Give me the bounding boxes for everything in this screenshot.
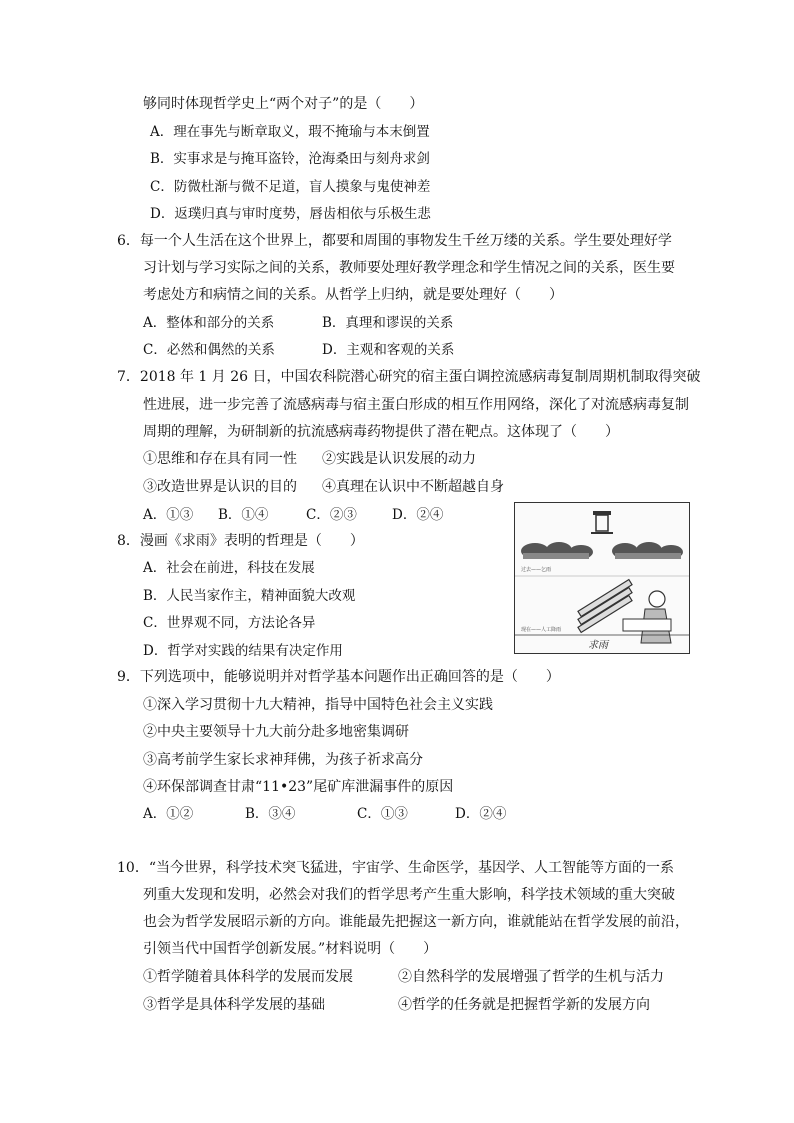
q10-statement-2: ②自然科学的发展增强了哲学的生机与活力 xyxy=(398,969,664,985)
cartoon-drawing xyxy=(515,503,689,653)
q9-statement-1: ①深入学习贯彻十九大精神，指导中国特色社会主义实践 xyxy=(143,697,493,713)
q10-statement-1: ①哲学随着具体科学的发展而发展 xyxy=(143,969,353,985)
q6-option-d: D．主观和客观的关系 xyxy=(322,342,455,358)
q9-option-d: D．②④ xyxy=(455,806,507,822)
q10-line-3: 也会为哲学发展昭示新的方向。谁能最先把握这一新方向，谁就能站在哲学发展的前沿， xyxy=(143,914,689,930)
q9-statement-2: ②中央主要领导十九大前分赴多地密集调研 xyxy=(143,724,409,740)
q7-option-b: B．①④ xyxy=(218,507,269,523)
q10-statement-3: ③哲学是具体科学发展的基础 xyxy=(143,997,325,1013)
q8-option-b: B．人民当家作主，精神面貌大改观 xyxy=(143,588,356,604)
q7-line-1: 7．2018 年 1 月 26 日，中国农科院潜心研究的宿主蛋白调控流感病毒复制周期机制取得突破 xyxy=(117,369,701,385)
q9-stem: 9．下列选项中，能够说明并对哲学基本问题作出正确回答的是（ ） xyxy=(117,669,560,685)
q5-option-a: A．理在事先与断章取义，瑕不掩瑜与本末倒置 xyxy=(150,124,430,140)
q8-stem: 8．漫画《求雨》表明的哲理是（ ） xyxy=(117,533,364,549)
q6-option-b: B．真理和谬误的关系 xyxy=(322,315,454,331)
q10-line-1: 10．“当今世界，科学技术突飞猛进，宇宙学、生命医学，基因学、人工智能等方面的一系 xyxy=(117,860,674,876)
q7-line-3: 周期的理解，为研制新的抗流感病毒药物提供了潜在靶点。这体现了（ ） xyxy=(143,424,619,440)
q5-stem-cont: 够同时体现哲学史上“两个对子”的是（ ） xyxy=(143,96,424,112)
q7-option-d: D．②④ xyxy=(392,507,444,523)
q7-statement-3: ③改造世界是认识的目的 xyxy=(143,479,297,495)
q5-option-c: C．防微杜渐与微不足道，盲人摸象与鬼使神差 xyxy=(150,179,431,195)
q9-statement-3: ③高考前学生家长求神拜佛，为孩子祈求高分 xyxy=(143,752,423,768)
q5-option-d: D．返璞归真与审时度势，唇齿相依与乐极生悲 xyxy=(150,206,431,222)
q8-option-c: C．世界观不同，方法论各异 xyxy=(143,615,316,631)
rain-prayer-cartoon xyxy=(514,502,690,654)
q9-option-b: B．③④ xyxy=(245,806,296,822)
q8-option-d: D．哲学对实践的结果有决定作用 xyxy=(143,643,343,659)
q6-line-3: 考虑处方和病情之间的关系。从哲学上归纳，就是要处理好（ ） xyxy=(143,287,563,303)
q9-option-a: A．①② xyxy=(143,806,194,822)
q6-option-a: A．整体和部分的关系 xyxy=(143,315,275,331)
q7-option-a: A．①③ xyxy=(143,507,194,523)
cartoon-top-caption: 过去——乞雨 xyxy=(521,567,552,573)
q8-option-a: A．社会在前进，科技在发展 xyxy=(143,560,315,576)
q7-statement-2: ②实践是认识发展的动力 xyxy=(322,451,476,467)
q10-statement-4: ④哲学的任务就是把握哲学新的发展方向 xyxy=(398,997,650,1013)
q9-statement-4: ④环保部调查甘肃“11•23”尾矿库泄漏事件的原因 xyxy=(143,779,454,795)
q9-option-c: C．①③ xyxy=(357,806,408,822)
cartoon-bottom-caption: 现在——人工降雨 xyxy=(521,627,562,633)
cartoon-title: 求雨 xyxy=(588,640,608,651)
q5-option-b: B．实事求是与掩耳盗铃，沧海桑田与刻舟求剑 xyxy=(150,151,430,167)
q6-option-c: C．必然和偶然的关系 xyxy=(143,342,275,358)
q10-line-4: 引领当代中国哲学创新发展。”材料说明（ ） xyxy=(143,941,438,957)
q6-line-1: 6．每一个人生活在这个世界上，都要和周围的事物发生千丝万缕的关系。学生要处理好学 xyxy=(117,233,672,249)
q10-line-2: 列重大发现和发明，必然会对我们的哲学思考产生重大影响，科学技术领域的重大突破 xyxy=(143,887,675,903)
q7-statement-1: ①思维和存在具有同一性 xyxy=(143,451,297,467)
q7-option-c: C．②③ xyxy=(306,507,357,523)
q7-statement-4: ④真理在认识中不断超越自身 xyxy=(322,479,504,495)
q7-line-2: 性进展，进一步完善了流感病毒与宿主蛋白形成的相互作用网络，深化了对流感病毒复制 xyxy=(143,397,689,413)
q6-line-2: 习计划与学习实际之间的关系，教师要处理好教学理念和学生情况之间的关系，医生要 xyxy=(143,260,675,276)
